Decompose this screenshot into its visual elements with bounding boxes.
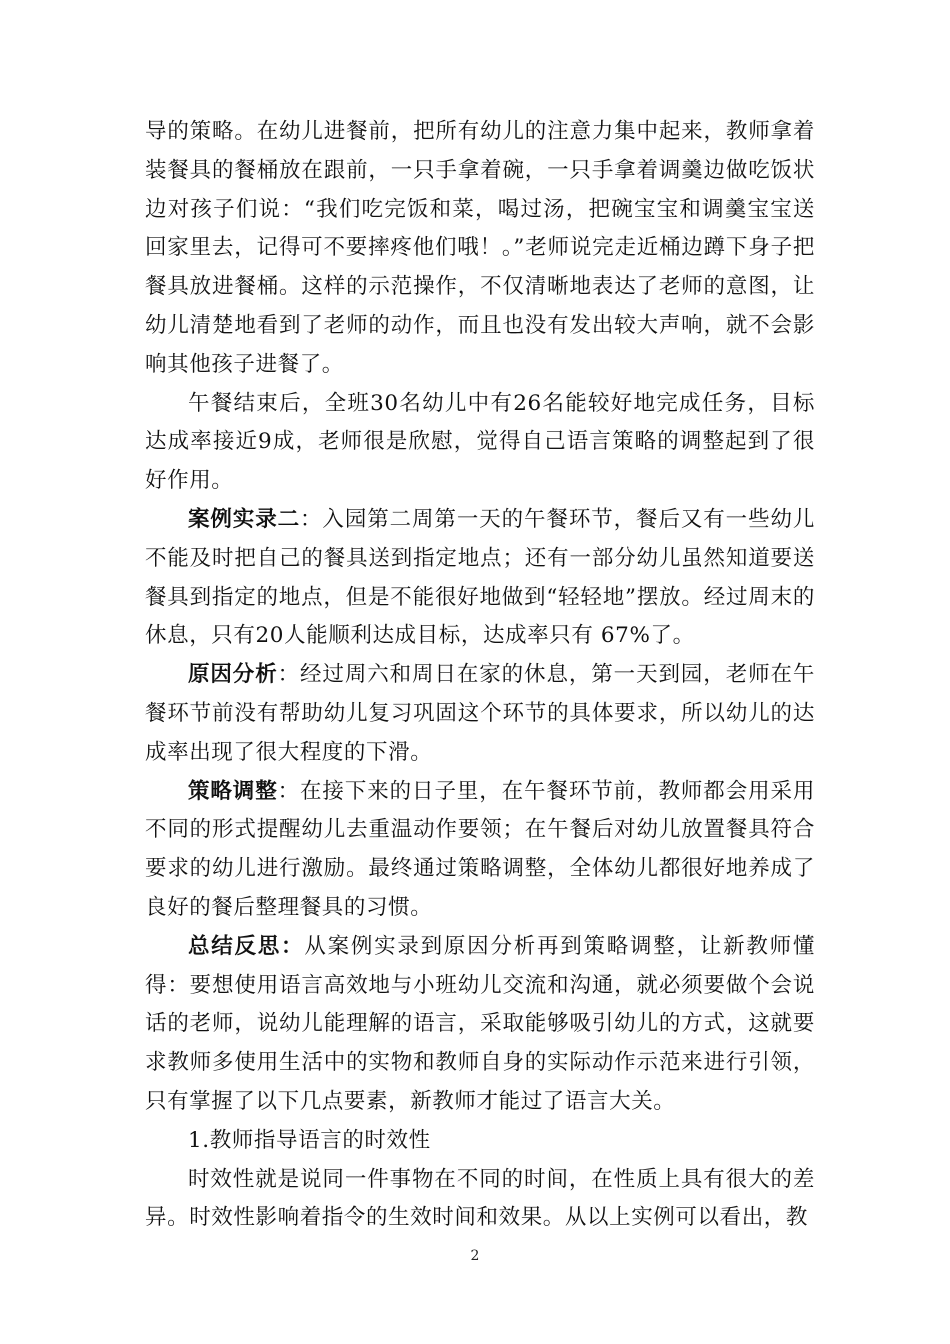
paragraph-text: ：入园第二周第一天的午餐环节，餐后又有一些幼儿不能及时把自己的餐具送到指定地点；还有一部分幼儿虽然知道要送餐具到指定的地点，但是不能很好地做到“轻轻地”摆放。经过周末的休息，只有20人能顺利达成目标，达成率只有 67%了。: [145, 506, 815, 649]
paragraph-text: 导的策略。在幼儿进餐前，把所有幼儿的注意力集中起来，教师拿着装餐具的餐桶放在跟前，一只手拿着碗，一只手拿着调羹边做吃饭状边对孩子们说：“我们吃完饭和菜，喝过汤，把碗宝宝和调羹宝宝送回家里去，记得可不要摔疼他们哦！。”老师说完走近桶边蹲下身子把餐具放进餐桶。这样的示范操作，不仅清晰地表达了老师的意图，让幼儿清楚地看到了老师的动作，而且也没有发出较大声响，就不会影响其他孩子进餐了。: [145, 119, 815, 377]
paragraph-heading: 总结反思：: [188, 933, 305, 959]
paragraph-lunch-result: [145, 385, 815, 501]
paragraph-strategy-demo: [145, 113, 815, 385]
paragraph-text: ：在接下来的日子里，在午餐环节前，教师都会用采用不同的形式提醒幼儿去重温动作要领；在午餐后对幼儿放置餐具符合要求的幼儿进行激励。最终通过策略调整，全体幼儿都很好地养成了良好的餐后整理餐具的习惯。: [145, 778, 816, 920]
paragraph-summary-reflection: [145, 928, 815, 1122]
paragraph-text: 时效性就是说同一件事物在不同的时间，在性质上具有很大的差异。时效性影响着指令的生效时间和效果。从以上实例可以看出，教: [145, 1166, 815, 1231]
document-body: [145, 113, 815, 1238]
paragraph-case-record-two: [145, 501, 815, 656]
paragraph-heading: 策略调整: [188, 778, 278, 804]
paragraph-heading: 案例实录二: [188, 506, 301, 532]
paragraph-text: ：经过周六和周日在家的休息，第一天到园，老师在午餐环节前没有帮助幼儿复习巩固这个环节的具体要求，所以幼儿的达成率出现了很大程度的下滑。: [145, 662, 816, 765]
paragraph-text: 午餐结束后，全班30名幼儿中有26名能较好地完成任务，目标达成率接近9成，老师很是欣慰，觉得自己语言策略的调整起到了很好作用。: [145, 390, 815, 494]
paragraph-cause-analysis: [145, 656, 815, 772]
paragraph-strategy-adjustment: [145, 773, 815, 928]
page-number: 2: [470, 1248, 480, 1264]
paragraph-text: 从案例实录到原因分析再到策略调整，让新教师懂得：要想使用语言高效地与小班幼儿交流和沟通，就必须要做个会说话的老师，说幼儿能理解的语言，采取能够吸引幼儿的方式，这就要求教师多使用生活中的实物和教师自身的实际动作示范来进行引领，只有掌握了以下几点要素，新教师才能过了语言大关。: [145, 933, 815, 1114]
paragraph-text: 1.教师指导语言的时效性: [188, 1127, 431, 1153]
section-heading-timeliness: [145, 1122, 815, 1161]
paragraph-timeliness: [145, 1161, 815, 1239]
paragraph-heading: 原因分析: [188, 662, 278, 688]
